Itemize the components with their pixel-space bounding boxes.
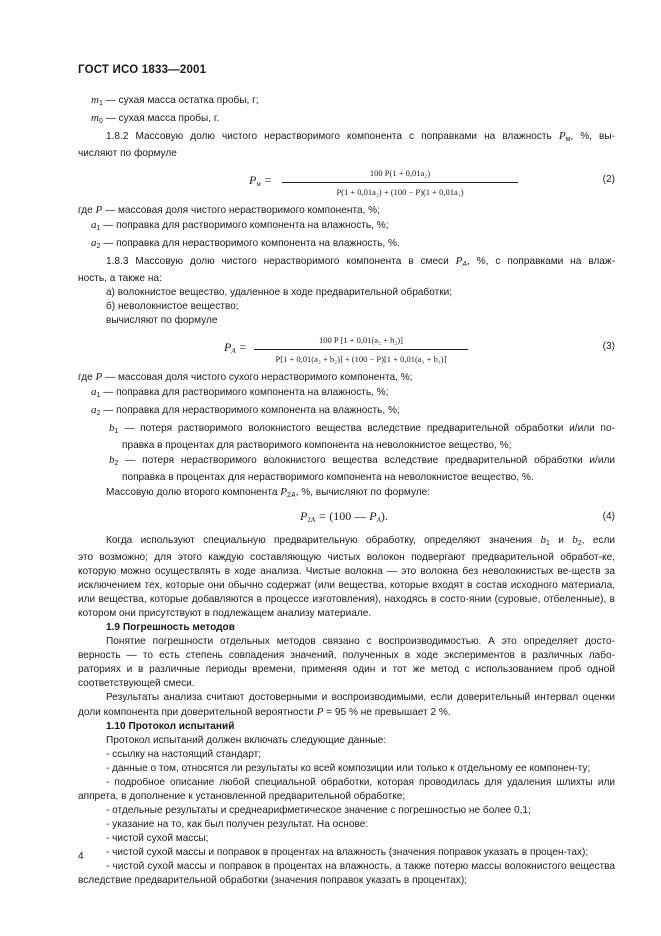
section-110-heading: 1.10 Протокол испытаний (106, 721, 235, 732)
list-item-5: - указание на то, как был получен результат. На основе: (106, 819, 369, 830)
item-a: а) волокнистое вещество, удаленное в ходе предварительной обработки; (106, 287, 453, 298)
definition-a1: $a_1$ — поправка для растворимого компонента на влажность, %; (91, 219, 389, 232)
definition-b2: $b_2$ — потеря нерастворимого волокнистого вещества вследствие предварительной обработки и/или (109, 454, 616, 467)
formula-4-number: (4) (602, 511, 615, 522)
formula-4-lhs: $P_2A = (100$ — PA). (300, 509, 388, 524)
section-19-para2: Результаты анализа считают достоверными и воспроизводимыми, если доверительный интервал оценки доли компонента при доверительной вероятности P = 95 % не превышает 2 %. (78, 692, 615, 718)
formula-2-lhs: $P_м$ = (249, 173, 272, 188)
formula-4 (78, 506, 615, 530)
page-body (78, 93, 615, 888)
definition-m1: $m_1$ — сухая масса остатка пробы, г; (91, 94, 259, 107)
paragraph-183-cont: ность, а также на: (78, 273, 162, 284)
section-19-para1: Понятие погрешности отдельных методов связано с воспроизводимостью. А это определяет досто-верность — то есть степень совпадения значений, полученных в ходе экспериментов в различных лабо-раториях и в различные периоды времени, применяя один и тот же метод с использованием проб одной соответствующей смеси. (78, 636, 615, 689)
definition-a2-2: $a_2$ — поправка для нерастворимого компонента на влажность, %; (91, 404, 400, 417)
second-component-line: Массовую долю второго компонента $P_2A$, %, вычисляют по формуле: (106, 486, 431, 499)
list-item-4: - отдельные результаты и среднеарифметическое значение с погрешностью не более 0,1; (106, 805, 531, 816)
formula-3 (78, 331, 615, 367)
item-b: б) неволокнистое вещество; (106, 301, 239, 312)
formula-3-denominator: P[1 + 0,01(a₂ + b₂)] + (100 − P)[1 + 0,01(a₁ + b₁)] (275, 354, 447, 364)
definition-m0: $m_0$ — сухая масса пробы, г. (91, 112, 220, 125)
formula-2-denominator: P(1 + 0,01a₂) + (100 − P)(1 + 0,01a₁) (336, 187, 464, 197)
formula-2 (78, 164, 615, 200)
formula-3-lhs: PA = (224, 340, 247, 355)
formula-3-fraction (254, 333, 468, 366)
list-item-3: - подробное описание любой специальной обработки, которая проводилась для удаления шлихты или аппрета, в дополнение к установленной предварительной обработке; (78, 777, 615, 802)
section-19-heading: 1.9 Погрешность методов (106, 622, 235, 633)
formula-2-number: (2) (602, 174, 615, 185)
formula-intro: вычисляют по формуле (106, 315, 218, 326)
list-item-1: - ссылку на настоящий стандарт; (106, 749, 262, 760)
paragraph-182-cont: числяют по формуле (78, 148, 177, 159)
page-number: 4 (78, 851, 84, 862)
formula-3-number: (3) (602, 341, 615, 352)
definition-b1-cont: правка в процентах для растворимого компонента на неволокнистое вещество, %; (122, 440, 512, 451)
paragraph-182: 1.8.2 Массовую долю чистого нерастворимого компонента с поправками на влажность $P_м$, %, вы- (106, 130, 615, 143)
pretreatment-paragraph-rest: это возможно; для этого каждую составляющую чистых волокон подвергают предварительной обработ-ке, которую можно осуществлять в ходе анализа. Чистые волокна — это волокна без неволокнистых ве-ществ за исключением тех, которые они обычно содержат (или вещества, которые входят в состав исходного материала, или вещества, которые добавляются в процессе изготовления), находясь в состо-янии (суровые, отбеленные), в котором они присутствуют в подлежащем анализу материале. (78, 552, 615, 619)
paragraph-183: 1.8.3 Массовую долю чистого нерастворимого компонента в смеси PA, %, с поправками на влаж- (106, 255, 615, 268)
list-item-7: - чистой сухой массы и поправок в процентах на влажность (значения поправок указать в процен-тах); (106, 847, 589, 858)
definition-a1-2: $a_1$ — поправка для растворимого компонента на влажность, %; (91, 386, 389, 399)
formula-2-fraction (282, 166, 518, 199)
list-item-8: - чистой сухой массы и поправок в процентах на влажность, а также потерю массы волокнистого вещества вследствие предварительной обработки (значения поправок указать в процентах); (78, 861, 615, 886)
formula-3-numerator: 100 P [1 + 0,01(a₂ + b₂)] (254, 333, 468, 350)
pretreatment-paragraph-first: Когда используют специальную предварительную обработку, определяют значения $b_1$ и $b_2$, если (106, 534, 616, 547)
where-P-1: где P — массовая доля чистого нерастворимого компонента, %; (78, 204, 380, 216)
list-item-2: - данные о том, относятся ли результаты ко всей композиции или только к отдельному ее компонен-ту; (106, 763, 591, 774)
definition-a2: $a_2$ — поправка для нерастворимого компонента на влажность, %. (91, 237, 400, 250)
formula-2-numerator: 100 P(1 + 0,01a₂) (282, 166, 518, 183)
section-110-intro: Протокол испытаний должен включать следующие данные: (106, 735, 387, 746)
document-header: ГОСТ ИСО 1833—2001 (78, 64, 207, 76)
where-P-2: где P — массовая доля чистого сухого нерастворимого компонента, %; (78, 371, 413, 383)
list-item-6: - чистой сухой массы; (106, 833, 209, 844)
definition-b2-cont: поправка в процентах для нерастворимого компонента на неволокнистое вещество, %. (122, 472, 534, 483)
definition-b1: $b_1$ — потеря растворимого волокнистого вещества вследствие предварительной обработки и/или по- (109, 422, 615, 435)
